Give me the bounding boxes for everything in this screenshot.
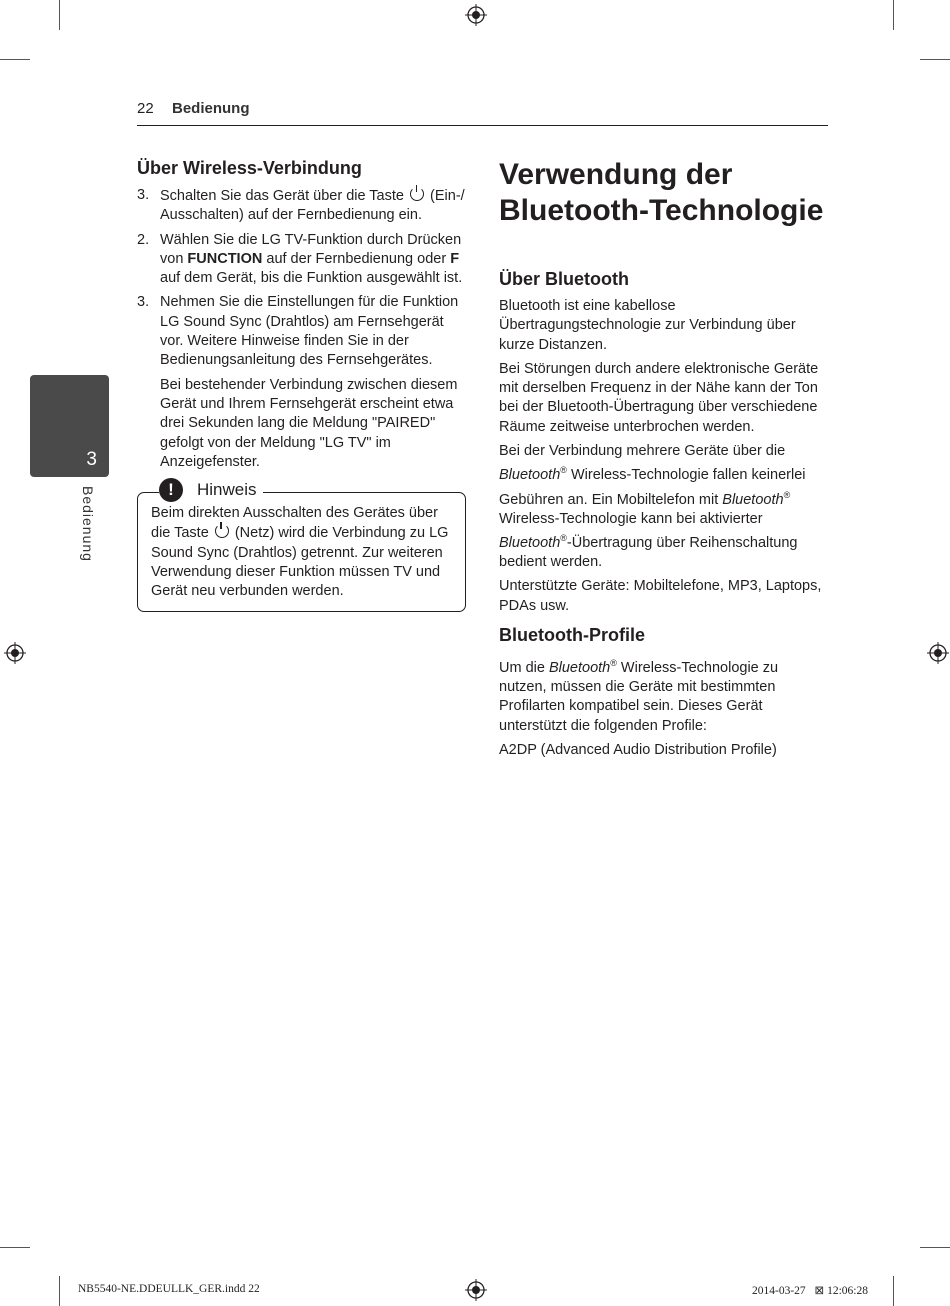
step-item — [137, 231, 467, 289]
step-text: Wählen Sie die LG TV-Funktion durch Drücken von — [160, 231, 462, 267]
note-header — [159, 478, 263, 502]
page-number: 22 — [137, 100, 154, 117]
bluetooth-brand: Bluetooth — [499, 534, 561, 551]
power-icon — [410, 187, 424, 201]
note-text-part: Beim direkten Ausschalten des Gerätes über die Taste — [151, 505, 438, 542]
text-span: Wireless-Technologie zu nutzen, müssen die Geräte mit bestimmten Profilarten kompatibel sein. Dieses Gerät unterstützt die folgenden Profile: — [499, 659, 779, 734]
chapter-number: 3 — [86, 449, 97, 470]
bluetooth-brand: Bluetooth — [499, 467, 561, 484]
step-note: Bei bestehender Verbindung zwischen diesem Gerät und Ihrem Fernsehgerät erscheint etwa drei Sekunden lang die Meldung "PAIRED" gefolgt von der Meldung "LG TV" im Anzeigefenster. — [160, 376, 458, 470]
paragraph: Unterstützte Geräte: Mobiltelefone, MP3, Laptops, PDAs usw. — [499, 578, 822, 614]
paragraph: Bluetooth ist eine kabellose Übertragungstechnologie zur Verbindung über kurze Distanzen. — [499, 298, 796, 353]
step-item — [137, 293, 467, 370]
bluetooth-brand: Bluetooth — [722, 491, 784, 508]
bluetooth-profiles-text — [499, 654, 829, 765]
registration-mark-left — [4, 642, 26, 664]
bluetooth-brand: Bluetooth — [548, 659, 611, 676]
chapter-label: Bedienung — [80, 486, 96, 562]
chapter-tab — [30, 375, 109, 477]
function-key-label: FUNCTION — [187, 250, 263, 267]
footer-time: 12:06:28 — [827, 1285, 868, 1297]
footer-timestamp — [752, 1283, 868, 1297]
paragraph: Bei Störungen durch andere elektronische Geräte mit derselben Frequenz in der Nähe kann der Ton bei der Bluetooth-Übertragung über verschiedene Räume zeitweise unterbrochen werden. — [499, 360, 819, 435]
bluetooth-profiles-heading: Bluetooth-Profile — [499, 625, 645, 645]
step-number: 3. — [137, 294, 150, 311]
registration-mark-top — [465, 4, 487, 26]
step-number: 2. — [137, 231, 150, 248]
crop-mark-tr-v — [893, 0, 894, 30]
main-title-line: Verwendung der — [499, 158, 733, 191]
crop-mark-bl-h — [0, 1247, 30, 1248]
step-text: (Ein-/ Ausschalten) auf der Fernbedienung ein. — [160, 188, 465, 224]
page-header — [137, 100, 828, 126]
paragraph — [499, 442, 829, 572]
registration-mark-right — [927, 642, 949, 664]
registration-mark-bottom — [465, 1279, 487, 1301]
section-title: Bedienung — [172, 100, 250, 117]
about-bluetooth-heading: Über Bluetooth — [499, 269, 629, 289]
crop-mark-bl-v — [59, 1276, 60, 1306]
note-text-part: (Netz) wird die Verbindung zu LG Sound Sync (Drahtlos) getrennt. Zur weiteren Verwendung dieser Funktion müssen TV und Gerät neu verbunden werden. — [151, 525, 449, 600]
crop-mark-tl-v — [59, 0, 60, 30]
text-span: Wireless-Technologie kann bei aktivierter — [499, 510, 763, 527]
main-title — [499, 157, 823, 229]
f-key-label: F — [450, 250, 460, 267]
wireless-steps — [137, 186, 467, 472]
note-text — [151, 504, 457, 601]
registered-mark: ® — [610, 658, 617, 668]
registered-mark: ® — [783, 489, 791, 500]
step-text: Nehmen Sie die Einstellungen für die Funktion LG Sound Sync (Drahtlos) am Fernsehgerät vor. Weitere Hinweise finden Sie in der Bedienungsanleitung des Fernsehgerätes. — [160, 294, 459, 369]
paragraph — [499, 654, 829, 736]
power-icon — [215, 524, 229, 538]
registered-mark: ® — [560, 532, 567, 543]
registered-mark: ® — [560, 465, 567, 476]
crop-mark-br-h — [920, 1247, 950, 1248]
crop-mark-tl-h — [0, 59, 30, 60]
step-text: Schalten Sie das Gerät über die Taste — [160, 188, 404, 204]
warning-icon: ! — [159, 478, 183, 502]
main-title-line: Bluetooth-Technologie — [499, 194, 824, 227]
step-text: auf der Fernbedienung oder — [266, 250, 447, 267]
note-title: Hinweis — [197, 480, 257, 499]
about-bluetooth-text — [499, 297, 829, 621]
text-span: Um die — [499, 659, 545, 676]
footer-glyph: ⊠ — [814, 1285, 825, 1297]
step-text: auf dem Gerät, bis die Funktion ausgewählt ist. — [160, 270, 463, 287]
crop-mark-tr-h — [920, 59, 950, 60]
text-span: Bei der Verbindung mehrere Geräte über die — [499, 443, 786, 460]
text-span: -Übertragung über Reihenschaltung bedient werden. — [499, 534, 798, 571]
paragraph: A2DP (Advanced Audio Distribution Profile) — [499, 742, 777, 759]
wireless-heading: Über Wireless-Verbindung — [137, 158, 362, 178]
footer-date: 2014-03-27 — [752, 1285, 806, 1297]
crop-mark-br-v — [893, 1276, 894, 1306]
text-span: Wireless-Technologie fallen keinerlei Gebühren an. Ein Mobiltelefon mit — [499, 467, 806, 508]
step-number: 3. — [137, 187, 150, 203]
footer-file: NB5540-NE.DDEULLK_GER.indd 22 — [78, 1283, 260, 1295]
step-item — [137, 186, 467, 226]
